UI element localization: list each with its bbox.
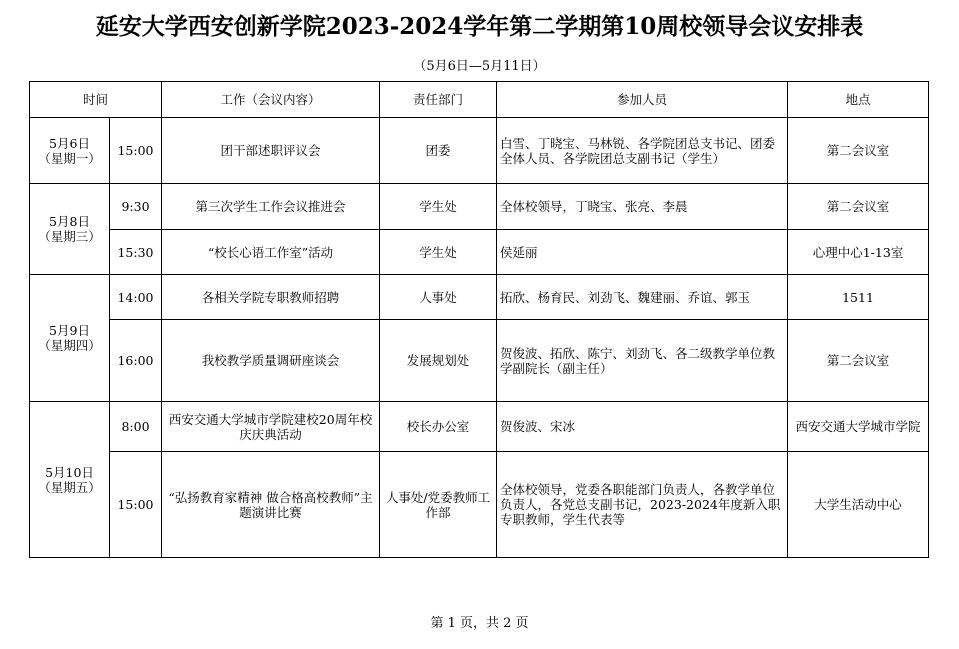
day-date: 5月10日 xyxy=(45,464,94,480)
day-date: 5月6日 xyxy=(49,135,90,151)
place-cell: 第二会议室 xyxy=(788,184,929,230)
time-cell: 9:30 xyxy=(110,184,162,230)
time-cell: 14:00 xyxy=(110,275,162,320)
place-cell: 1511 xyxy=(788,275,929,320)
table-row xyxy=(30,402,929,452)
people-cell: 贺俊波、宋冰 xyxy=(497,402,788,452)
dept-cell: 发展规划处 xyxy=(380,320,497,402)
people-cell: 全体校领导，丁晓宝、张亮、李晨 xyxy=(497,184,788,230)
people-cell: 贺俊波、拓欣、陈宁、刘劲飞、各二级教学单位教学副院长（副主任） xyxy=(497,320,788,402)
work-cell: “弘扬教育家精神 做合格高校教师”主题演讲比赛 xyxy=(162,452,380,558)
day-weekday: （星期一） xyxy=(38,150,101,166)
table-row xyxy=(30,275,929,320)
day-weekday: （星期四） xyxy=(38,338,101,353)
day-date: 5月8日 xyxy=(49,214,90,229)
people-cell: 侯延丽 xyxy=(497,230,788,275)
time-cell: 15:00 xyxy=(110,452,162,558)
work-cell: 团干部述职评议会 xyxy=(162,118,380,184)
table-row xyxy=(30,320,929,402)
day-weekday: （星期五） xyxy=(38,479,101,495)
people-cell: 拓欣、杨育民、刘劲飞、魏建丽、乔谊、郭玉 xyxy=(497,275,788,320)
header-work: 工作（会议内容） xyxy=(162,82,380,118)
place-cell: 第二会议室 xyxy=(788,320,929,402)
table-header-row xyxy=(30,82,929,118)
work-cell: 西安交通大学城市学院建校20周年校庆庆典活动 xyxy=(162,402,380,452)
people-cell: 全体校领导，党委各职能部门负责人，各教学单位负责人，各党总支副书记，2023-2024年度新入职专职教师，学生代表等 xyxy=(497,452,788,558)
header-people: 参加人员 xyxy=(497,82,788,118)
table-row xyxy=(30,118,929,184)
day-weekday: （星期三） xyxy=(38,229,101,244)
day-cell xyxy=(30,275,110,402)
header-dept: 责任部门 xyxy=(380,82,497,118)
work-cell: “校长心语工作室”活动 xyxy=(162,230,380,275)
work-cell: 各相关学院专职教师招聘 xyxy=(162,275,380,320)
work-cell: 我校教学质量调研座谈会 xyxy=(162,320,380,402)
dept-cell: 校长办公室 xyxy=(380,402,497,452)
place-cell: 心理中心1-13室 xyxy=(788,230,929,275)
people-cell: 白雪、丁晓宝、马林锐、各学院团总支书记、团委全体人员、各学院团总支副书记（学生） xyxy=(497,118,788,184)
day-cell xyxy=(30,402,110,558)
time-cell: 8:00 xyxy=(110,402,162,452)
day-cell xyxy=(30,118,110,184)
place-cell: 西安交通大学城市学院 xyxy=(788,402,929,452)
page-footer: 第 1 页，共 2 页 xyxy=(430,616,529,631)
page-title: 延安大学西安创新学院2023-2024学年第二学期第10周校领导会议安排表 xyxy=(95,13,864,40)
meeting-schedule-table xyxy=(29,81,929,558)
dept-cell: 学生处 xyxy=(380,230,497,275)
day-date: 5月9日 xyxy=(49,323,90,338)
dept-cell: 学生处 xyxy=(380,184,497,230)
table-row xyxy=(30,184,929,230)
table-row xyxy=(30,230,929,275)
date-range-subtitle: （5月6日—5月11日） xyxy=(413,59,546,74)
header-place: 地点 xyxy=(788,82,929,118)
header-time: 时间 xyxy=(30,82,162,118)
table-row xyxy=(30,452,929,558)
time-cell: 15:00 xyxy=(110,118,162,184)
day-cell xyxy=(30,184,110,275)
place-cell: 第二会议室 xyxy=(788,118,929,184)
work-cell: 第三次学生工作会议推进会 xyxy=(162,184,380,230)
dept-cell: 团委 xyxy=(380,118,497,184)
place-cell: 大学生活动中心 xyxy=(788,452,929,558)
dept-cell: 人事处/党委教师工作部 xyxy=(380,452,497,558)
time-cell: 16:00 xyxy=(110,320,162,402)
dept-cell: 人事处 xyxy=(380,275,497,320)
time-cell: 15:30 xyxy=(110,230,162,275)
